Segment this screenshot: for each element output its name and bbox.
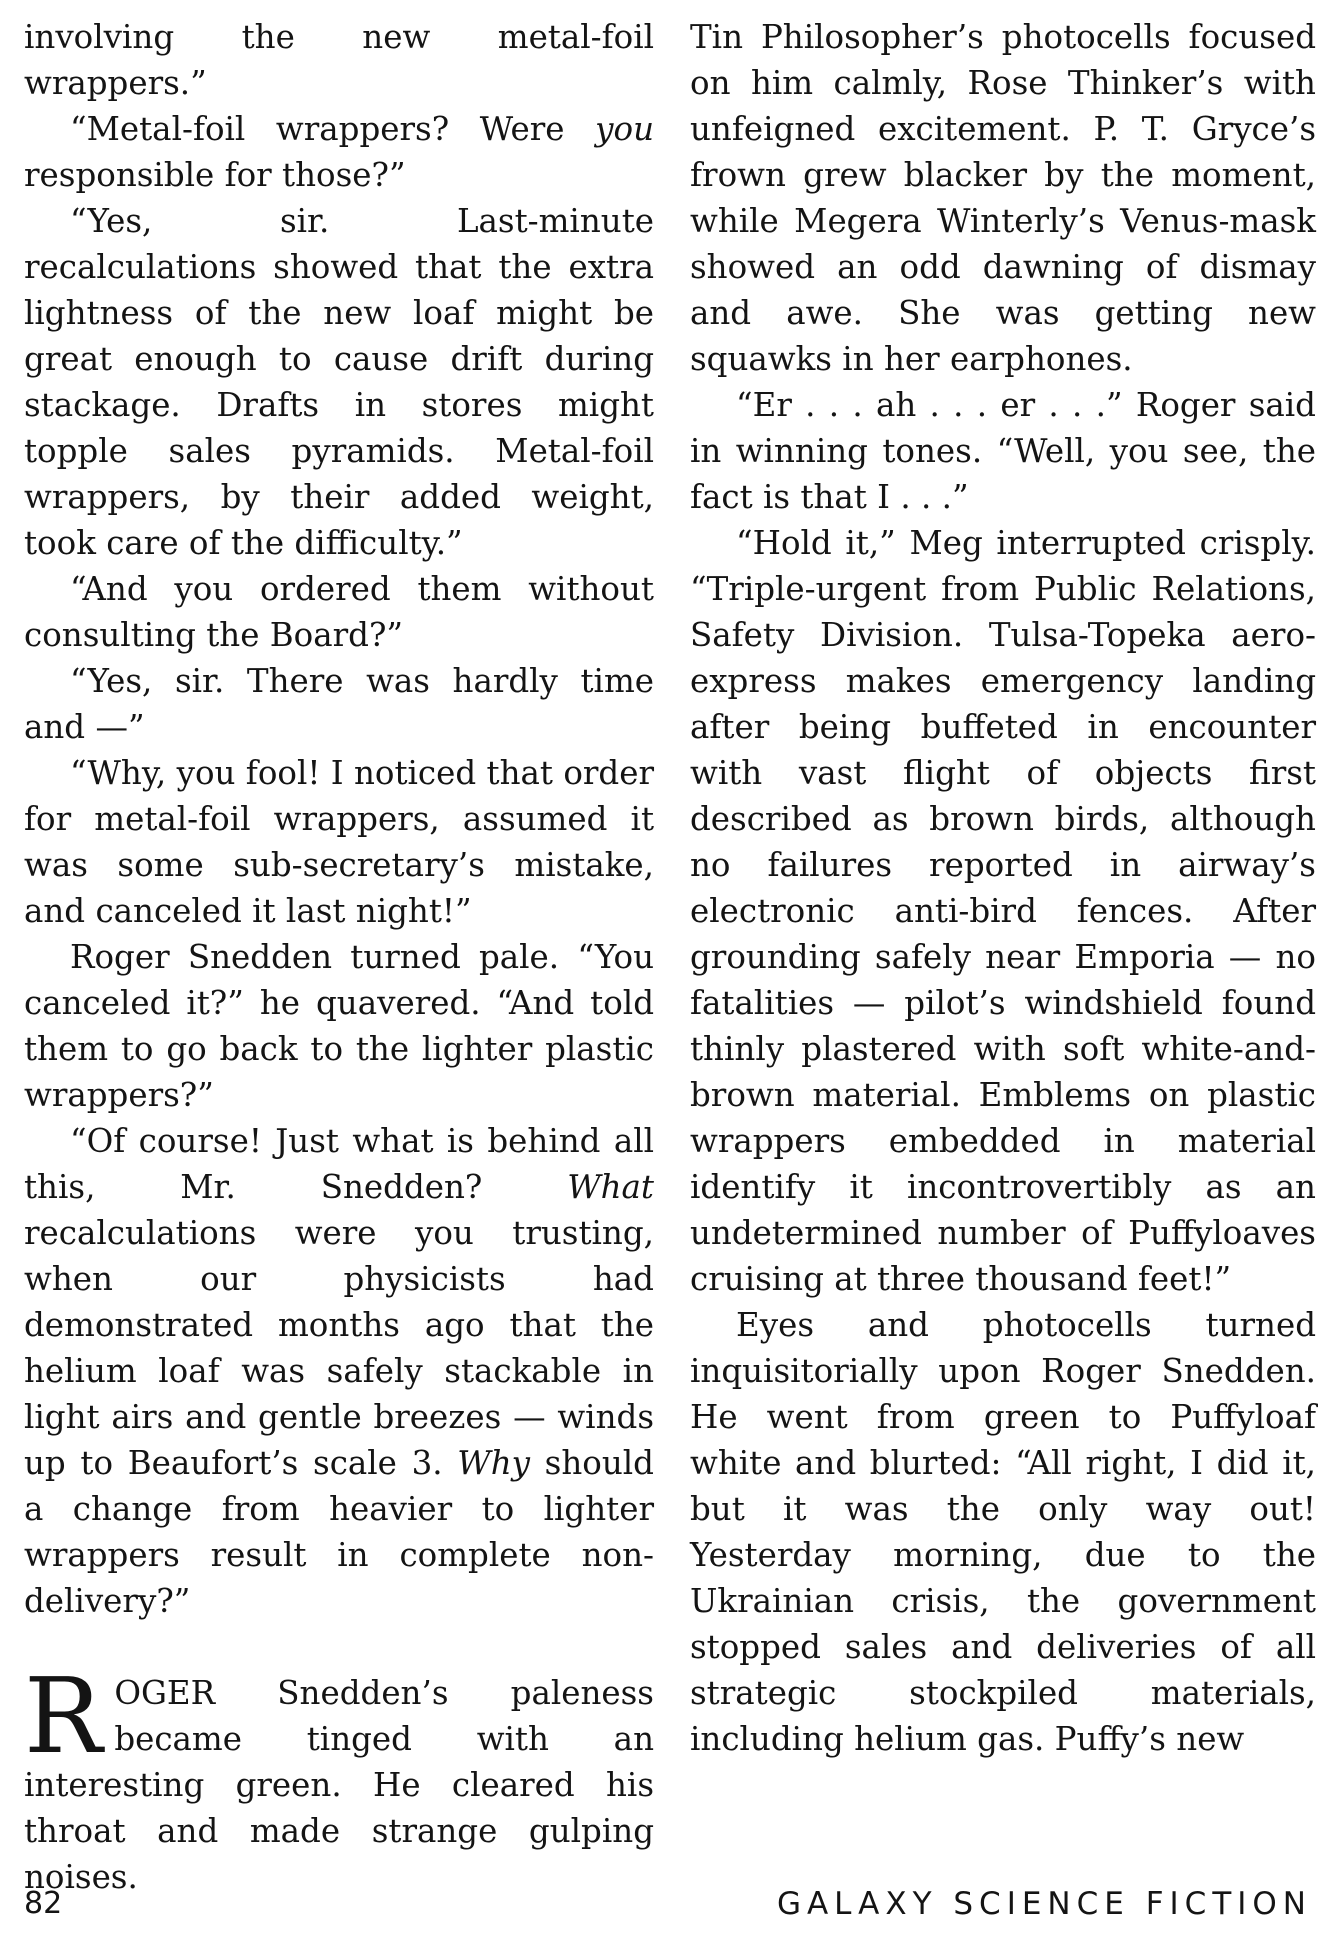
drop-cap-letter: R (24, 1655, 103, 1777)
running-title: GALAXY SCIENCE FICTION (776, 1886, 1312, 1922)
right-column (690, 14, 1316, 1762)
text-run: “Metal-foil wrappers? Were (70, 110, 596, 148)
text-run: recalculations were you trusting, when our physicists had demonstrated months ago that the helium loaf was safely stackable in light airs and gentle breezes — winds up to Beaufort’s scale 3. (24, 1214, 654, 1482)
paragraph-continued: Tin Philosopher’s photocells focused on him calmly, Rose Thinker’s with unfeigned excitement. P. T. Gryce’s frown grew blacker by the moment, while Megera Winterly’s Venus-mask showed an odd dawning of dismay and awe. She was getting new squawks in her earphones. (690, 18, 1316, 378)
paragraph: “And you ordered them without consulting the Board?” (24, 570, 654, 654)
paragraph-continued: involving the new metal-foil wrappers.” (24, 18, 654, 102)
paragraph: “Er . . . ah . . . er . . .” Roger said in winning tones. “Well, you see, the fact is that I . . .” (690, 386, 1316, 516)
text-run: responsible for those?” (24, 156, 406, 194)
text-run: “Of course! Just what is behind all this, Mr. Snedden? (24, 1122, 654, 1206)
paragraph (24, 1118, 654, 1624)
text-run: should a change from heavier to lighter wrappers result in complete non-delivery?” (24, 1444, 654, 1620)
paragraph: Eyes and photocells turned inquisitorially upon Roger Snedden. He went from green to Puffyloaf white and blurted: “All right, I did it, but it was the only way out! Yesterday morning, due to the Ukrainian crisis, the government stopped sales and deliveries of all strategic stockpiled materials, including helium gas. Puffy’s new (690, 1306, 1316, 1758)
paragraph: “Hold it,” Meg interrupted crisply. “Triple-urgent from Public Relations, Safety Division. Tulsa-Topeka aero-express makes emergency landing after being buffeted in encounter with vast flight of objects first described as brown birds, although no failures reported in airway’s electronic anti-bird fences. After grounding safely near Emporia — no fatalities — pilot’s windshield found thinly plastered with soft white-and-brown material. Emblems on plastic wrappers embedded in material identify it incontrovertibly as an undetermined number of Puffyloaves cruising at three thousand feet!” (690, 524, 1316, 1298)
italic-emphasis: What (567, 1168, 654, 1206)
paragraph-drop-cap (24, 1655, 654, 1900)
left-column (24, 14, 654, 1900)
paragraph: “Yes, sir. Last-minute recalculations showed that the extra lightness of the new loaf might be great enough to cause drift during stackage. Drafts in stores might topple sales pyramids. Metal-foil wrappers, by their added weight, took care of the difficulty.” (24, 202, 654, 562)
italic-emphasis: Why (457, 1444, 530, 1482)
page-number: 82 (24, 1886, 63, 1921)
paragraph: Roger Snedden turned pale. “You canceled it?” he quavered. “And told them to go back to the lighter plastic wrappers?” (24, 938, 654, 1114)
paragraph (24, 106, 654, 198)
italic-emphasis: you (595, 110, 654, 148)
paragraph: “Yes, sir. There was hardly time and —” (24, 662, 654, 746)
paragraph: “Why, you fool! I noticed that order for metal-foil wrappers, assumed it was some sub-secretary’s mistake, and canceled it last night!” (24, 754, 654, 930)
paragraph-text: Snedden’s paleness became tinged with an interesting green. He cleared his throat and made strange gulping noises. (24, 1674, 654, 1896)
small-caps-lead: OGER (114, 1674, 216, 1712)
